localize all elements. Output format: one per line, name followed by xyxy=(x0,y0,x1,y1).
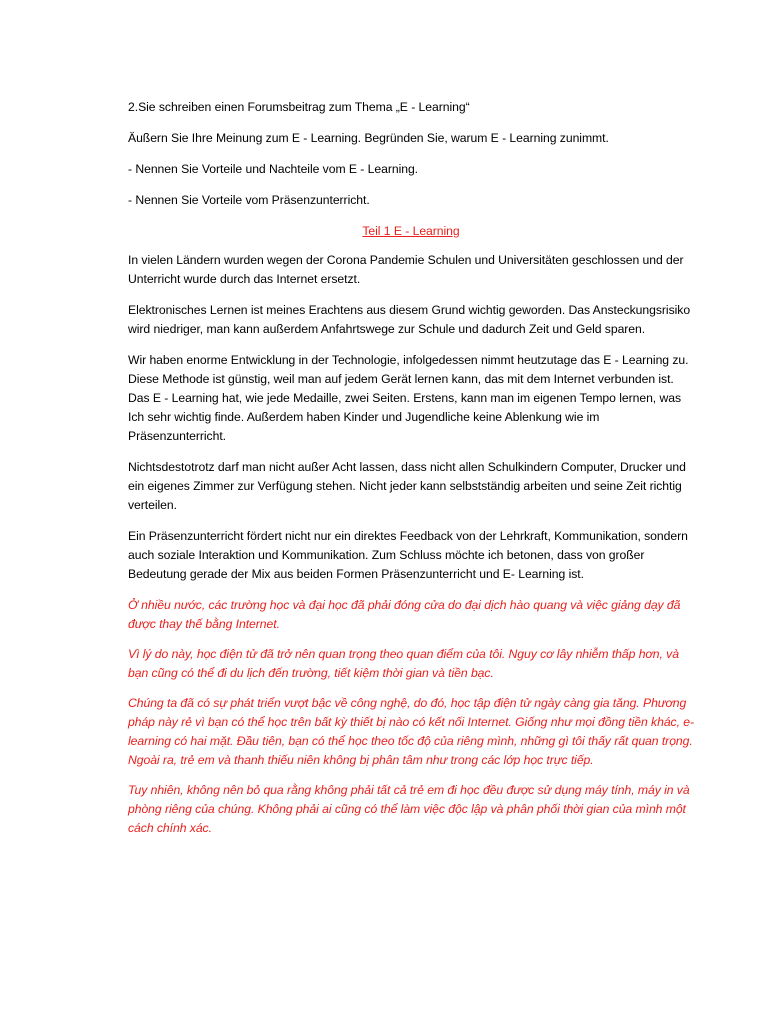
german-paragraph: Wir haben enorme Entwicklung in der Technologie, infolgedessen nimmt heutzutage das E - Learning zu. Diese Methode ist günstig, weil man auf jedem Gerät lernen kann, das mit dem Internet verbunden ist. Das E - Learning hat, wie jede Medaille, zwei Seiten. Erstens, kann man im eigenen Tempo lernen, was Ich sehr wichtig finde. Außerdem haben Kinder und Jugendliche keine Ablenkung wie im Präsenzunterricht. xyxy=(128,353,689,443)
vietnamese-paragraph: Tuy nhiên, không nên bỏ qua rằng không phải tất cả trẻ em đi học đều được sử dụng máy tính, máy in và phòng riêng của chúng. Không phải ai cũng có thể làm việc độc lập và phân phối thời gian của mình một cách chính xác. xyxy=(128,783,690,835)
task-prompt: 2.Sie schreiben einen Forumsbeitrag zum Thema „E - Learning“ xyxy=(128,100,470,114)
german-paragraph: Elektronisches Lernen ist meines Erachtens aus diesem Grund wichtig geworden. Das Ansteckungsrisiko wird niedriger, man kann außerdem Anfahrtswege zur Schule und dadurch Zeit und Geld sparen. xyxy=(128,303,691,336)
vietnamese-paragraph: Ở nhiều nước, các trường học và đại học đã phải đóng cửa do đại dịch hào quang và việc giảng dạy đã được thay thế bằng Internet. xyxy=(128,598,681,631)
vietnamese-paragraph: Vì lý do này, học điện tử đã trở nên quan trọng theo quan điểm của tôi. Nguy cơ lây nhiễm thấp hơn, và bạn cũng có thể đi du lịch đến trường, tiết kiệm thời gian và tiền bạc. xyxy=(128,647,679,680)
task-bullet-advantages-disadvantages: - Nennen Sie Vorteile und Nachteile vom E - Learning. xyxy=(128,162,419,176)
vietnamese-paragraph: Chúng ta đã có sự phát triển vượt bậc về công nghệ, do đó, học tập điện tử ngày càng gia tăng. Phương pháp này rẻ vì bạn có thể học trên bất kỳ thiết bị nào có kết nối Internet. Giống như mọi đồng tiền khác, e-learning có hai mặt. Đầu tiên, bạn có thể học theo tốc độ của riêng mình, những gì tôi thấy rất quan trọng. Ngoài ra, trẻ em và thanh thiếu niên không bị phân tâm như trong các lớp học trực tiếp. xyxy=(128,696,695,767)
german-paragraph: Ein Präsenzunterricht fördert nicht nur ein direktes Feedback von der Lehrkraft, Kommunikation, sondern auch soziale Interaktion und Kommunikation. Zum Schluss möchte ich betonen, dass von großer Bedeutung gerade der Mix aus beiden Formen Präsenzunterricht und E- Learning ist. xyxy=(128,529,688,581)
german-paragraph: In vielen Ländern wurden wegen der Corona Pandemie Schulen und Universitäten geschlossen und der Unterricht wurde durch das Internet ersetzt. xyxy=(128,253,684,286)
task-instruction: Äußern Sie Ihre Meinung zum E - Learning. Begründen Sie, warum E - Learning zunimmt. xyxy=(128,131,609,145)
task-bullet-presence-advantages: - Nennen Sie Vorteile vom Präsenzunterricht. xyxy=(128,193,370,207)
document-page xyxy=(128,98,694,849)
section-heading: Teil 1 E - Learning xyxy=(362,224,460,238)
german-paragraph: Nichtsdestotrotz darf man nicht außer Acht lassen, dass nicht allen Schulkindern Computer, Drucker und ein eigenes Zimmer zur Verfügung stehen. Nicht jeder kann selbstständig arbeiten und seine Zeit richtig verteilen. xyxy=(128,460,686,512)
